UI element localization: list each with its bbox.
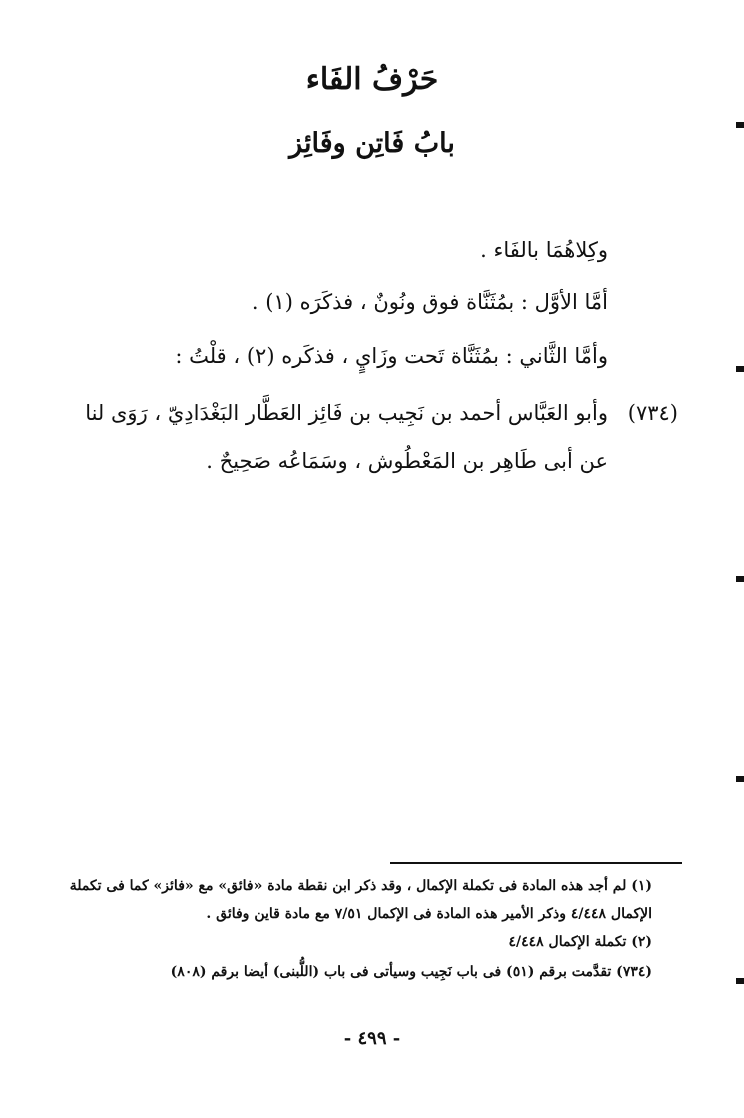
page-number: - ٤٩٩ - xyxy=(343,1028,401,1049)
section-title: بابُ فَاتِن وفَائِز xyxy=(289,128,455,159)
scan-edge-mark xyxy=(736,122,744,128)
chapter-title: حَرْفُ الفَاء xyxy=(305,62,439,97)
footnote-entry-734: (٧٣٤) تقدَّمت برقم (٥١) فى باب نَجِيب وسيأتى فى باب (اللُّبنى) أيضا برقم (٨٠٨) xyxy=(170,964,652,980)
footnote-2: (٢) تكملة الإكمال ٤/٤٤٨ xyxy=(508,934,652,950)
entry-number: (٧٣٤) xyxy=(627,401,678,425)
footnote-divider xyxy=(390,862,682,864)
scan-edge-mark xyxy=(736,776,744,782)
body-line: أمَّا الأوَّل : بمُثَنَّاة فوق ونُونٌ ، فذكَرَه (١) . xyxy=(251,290,608,314)
scan-edge-mark xyxy=(736,366,744,372)
body-line: وكِلاهُمَا بالفَاء . xyxy=(480,238,608,262)
body-line: وأبو العَبَّاس أحمد بن نَجِيب بن فَائِز العَطَّار البَغْدَادِيّ ، رَوَى لنا xyxy=(85,401,608,425)
scan-edge-mark xyxy=(736,978,744,984)
body-line: وأمَّا الثَّاني : بمُثَنَّاة تَحت وزَايٍ ، فذكَره (٢) ، قلْتُ : xyxy=(175,344,608,368)
footnote-1-continued: الإكمال ٤/٤٤٨ وذكر الأمير هذه المادة فى الإكمال ٧/٥١ مع مادة قاين وفائق . xyxy=(206,906,652,922)
body-line: عن أبى طَاهِر بن المَعْطُوش ، وسَمَاعُه صَحِيحٌ . xyxy=(206,449,608,473)
scan-edge-mark xyxy=(736,576,744,582)
footnote-1: (١) لم أجد هذه المادة فى تكملة الإكمال ، وقد ذكر ابن نقطة مادة «فائق» مع «فائز» كما فى تكملة xyxy=(69,878,652,894)
